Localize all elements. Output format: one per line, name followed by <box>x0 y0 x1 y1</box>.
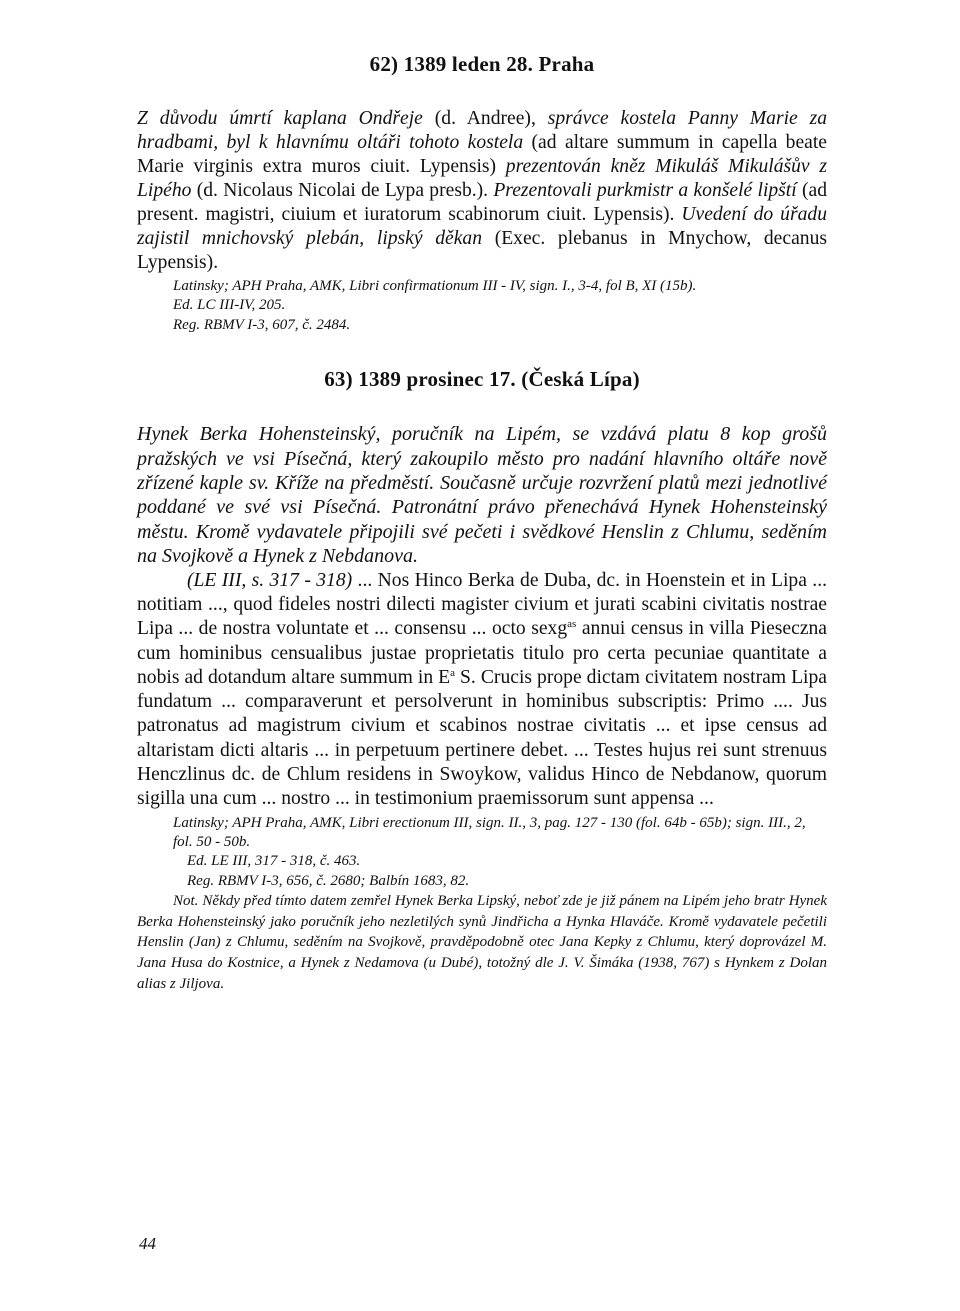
document-63-note <box>137 891 827 994</box>
body-span: prezentován kněz Mikuláš Mikulášův z Lipého <box>137 156 827 201</box>
document-63-latin-text <box>137 569 827 812</box>
document-63-heading: 63) 1389 prosinec 17. (Česká Lípa) <box>324 367 640 392</box>
source-note: Latinsky; APH Praha, AMK, Libri confirmationum III - IV, sign. I., 3-4, fol B, XI (15b). <box>173 278 697 294</box>
latin-text-part: S. Crucis prope dictam civitatem nostram Lipa fundatum ... comparaverunt et persolverunt in hominibus subscriptis: Primo .... Jus patronatus ad magistrum civium et scabinos nostrae civitatis ... et ipse census ad altaristam dicti altaris ... in perpetuum pertinere debet. ... Testes hujus rei sunt strenuus Henczlinus dc. de Chlum residens in Swoykow, validus Hinco de Nebdanow, quorum sigilla una cum ... nostro ... in testimonium praemissorum sunt appensa ... <box>137 666 827 810</box>
body-span: správce kostela Panny Marie za hradbami, byl k hlavnímu oltáři tohoto kostela <box>137 108 828 153</box>
superscript: a <box>450 666 456 679</box>
latin-text-part: ... Nos Hinco Berka de Duba, dc. in Hoenstein et in Lipa ... notitiam ..., quod fideles nostri dilecti magister civium et jurati scabini civitatis nostrae Lipa ... de nostra voluntate et ... consensu ... octo sexg <box>137 569 827 640</box>
document-62-heading: 62) 1389 leden 28. Praha <box>369 52 595 76</box>
note-text: Not. Někdy před tímto datem zemřel Hynek Berka Lipský, neboť zde je již pánem na Lipém jeho bratr Hynek Berka Hohensteinský jako poručník jeho nezletilých synů Jindřicha a Hynka Hlaváče. Kromě vydavatele pečetili Henslin (Jan) z Chlumu, seděním na Svojkově, pravděpodobně otec Jana Kepky z Chlumu, který doprovázel M. Jana Husa do Kostnice, a Hynek z Nedamova (u Dubé), totožný dle J. V. Šimáka (1938, 767) s Hynkem z Dolan alias z Jiljova. <box>137 893 827 992</box>
latin-text-part: annui census in villa Pieseczna cum hominibus censualibus justae proprietatis titulo pro certa pecuniae quantitate a nobis ad dotandum altare summum in E <box>137 618 828 688</box>
body-span: (ad altare summum in capella beate Marie virginis extra muros ciuit. Lypensis) <box>137 132 827 177</box>
body-span: (ad present. magistri, ciuium et iuratorum scabinorum ciuit. Lypensis). <box>137 180 827 225</box>
page-content <box>137 52 827 994</box>
page-number: 44 <box>139 1234 156 1253</box>
regest-note: Reg. RBMV I-3, 607, č. 2484. <box>173 316 351 333</box>
body-span: Prezentovali purkmistr a konšelé lipští <box>493 180 797 201</box>
body-span: Z důvodu úmrtí kaplana Ondřeje <box>137 108 423 129</box>
latin-reference: (LE III, s. 317 - 318) <box>187 569 353 591</box>
summary-text: Hynek Berka Hohensteinský, poručník na Lipém, se vzdává platu 8 kop grošů pražských ve vsi Písečná, který zakoupilo město pro nadání hlavního oltáře nově zřízené kaple sv. Kříže na předměstí. Současně určuje rozvržení platů mezi jednotlivé poddané ve své vsi Písečná. Patronátní právo přenechává Hynek Hohensteinský městu. Kromě vydavatele připojili své pečeti i svědkové Henslin z Chlumu, seděním na Svojkově a Hynek z Nebdanova. <box>137 423 827 568</box>
document-63-summary <box>137 422 827 568</box>
regest-note: Reg. RBMV I-3, 656, č. 2680; Balbín 1683, 82. <box>187 872 470 889</box>
superscript: as <box>567 618 577 631</box>
edition-note: Ed. LE III, 317 - 318, č. 463. <box>187 853 361 870</box>
document-63-apparatus <box>137 814 827 892</box>
body-span: (d. Andree), <box>422 108 548 129</box>
body-span: (Exec. plebanus in Mnychow, decanus Lypensis). <box>137 228 827 273</box>
source-note: Latinsky; APH Praha, AMK, Libri erectionum III, sign. II., 3, pag. 127 - 130 (fol. 64b - 65b); sign. III., 2, fol. 50 - 50b. <box>173 814 806 851</box>
body-span: Uvedení do úřadu zajistil mnichovský plebán, lipský děkan <box>137 204 827 249</box>
body-span: (d. Nicolaus Nicolai de Lypa presb.). <box>191 180 494 201</box>
document-62-apparatus <box>137 277 827 335</box>
document-62-body <box>137 107 827 275</box>
edition-note: Ed. LC III-IV, 205. <box>173 297 286 314</box>
